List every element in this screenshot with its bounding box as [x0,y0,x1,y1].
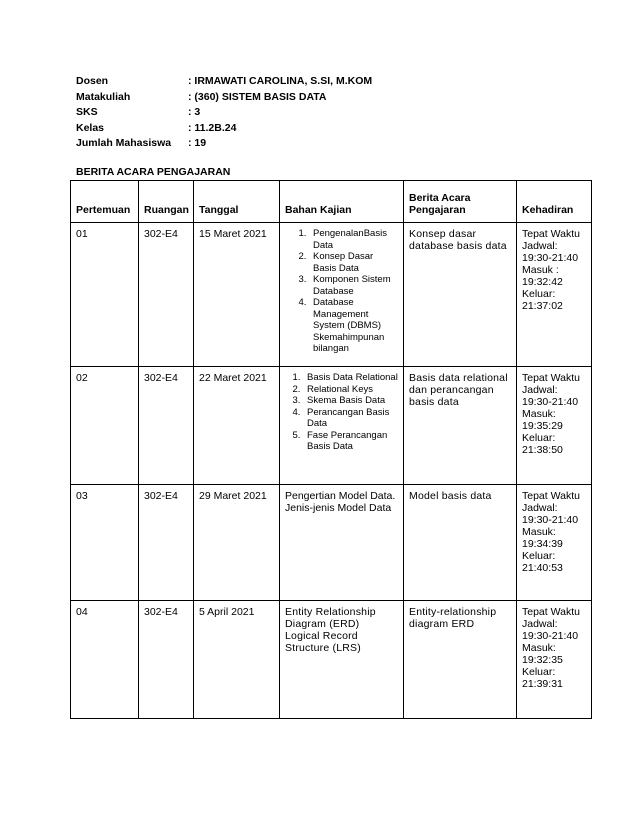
header-pertemuan: Pertemuan [71,181,139,223]
cell-kehadiran [517,223,592,367]
cell-bahan-kajian [280,223,404,367]
kehadiran-jadwal: Jadwal: 19:30-21:40 [522,240,579,264]
cell-berita-acara: Entity-relationship diagram ERD [404,601,517,719]
kehadiran-masuk: Masuk: 19:35:29 [522,408,563,432]
kehadiran-masuk: Masuk: 19:34:39 [522,526,563,550]
kehadiran-keluar: Keluar: 21:38:50 [522,432,563,456]
bahan-line: Entity Relationship Diagram (ERD) [285,606,376,630]
list-item: 4. Database Management System (DBMS) Skemahimpunan bilangan [309,297,399,355]
cell-ruangan: 302-E4 [139,223,194,367]
meta-row-sks [76,105,372,121]
header-bahan-kajian: Bahan Kajian [280,181,404,223]
header-ruangan: Ruangan [139,181,194,223]
list-item: 2. Konsep Dasar Basis Data [309,251,399,274]
cell-bahan-kajian [280,601,404,719]
meta-row-jumlah [76,136,372,152]
table-row [71,601,592,719]
cell-ruangan: 302-E4 [139,601,194,719]
dosen-label: Dosen [76,75,109,87]
meta-row-matakuliah [76,90,372,106]
matakuliah-value: : (360) SISTEM BASIS DATA [188,90,327,103]
kehadiran-jadwal: Jadwal: 19:30-21:40 [522,502,579,526]
cell-bahan-kajian: Pengertian Model Data. Jenis-jenis Model Data [280,485,404,601]
kelas-value: : 11.2B.24 [188,121,237,134]
kehadiran-keluar: Keluar: 21:40:53 [522,550,563,574]
dosen-value: : IRMAWATI CAROLINA, S.SI, M.KOM [188,75,373,87]
table-row [71,367,592,485]
berita-acara-table [70,180,592,719]
list-item: 4. Perancangan Basis Data [303,407,399,430]
meta-row-kelas [76,121,372,137]
table-row [71,485,592,601]
table-row [71,223,592,367]
meta-row-dosen [76,74,372,90]
list-item: 2. Relational Keys [303,384,399,396]
cell-tanggal: 29 Maret 2021 [194,485,280,601]
kehadiran-masuk: Masuk : 19:32:42 [522,264,563,288]
cell-berita-acara: Basis data relational dan perancangan basis data [404,367,517,485]
jumlah-mahasiswa-label: Jumlah Mahasiswa [76,137,172,149]
kehadiran-status: Tepat Waktu [522,372,580,384]
cell-berita-acara: Konsep dasar database basis data [404,223,517,367]
list-item: 3. Skema Basis Data [303,395,399,407]
cell-tanggal: 22 Maret 2021 [194,367,280,485]
list-item: 5. Fase Perancangan Basis Data [303,430,399,453]
cell-kehadiran [517,367,592,485]
course-info [76,74,372,152]
kehadiran-jadwal: Jadwal: 19:30-21:40 [522,384,579,408]
kehadiran-masuk: Masuk: 19:32:35 [522,642,563,666]
kehadiran-jadwal: Jadwal: 19:30-21:40 [522,618,579,642]
table-header-row [71,181,592,223]
cell-bahan-kajian [280,367,404,485]
cell-tanggal: 5 April 2021 [194,601,280,719]
kehadiran-keluar: Keluar: 21:37:02 [522,288,563,312]
cell-pertemuan: 02 [71,367,139,485]
cell-ruangan: 302-E4 [139,485,194,601]
kehadiran-keluar: Keluar: 21:39:31 [522,666,563,690]
kehadiran-status: Tepat Waktu [522,228,580,240]
jumlah-mahasiswa-value: : 19 [188,137,207,149]
bahan-list [285,228,399,355]
cell-berita-acara: Model basis data [404,485,517,601]
kehadiran-status: Tepat Waktu [522,606,580,618]
cell-pertemuan: 04 [71,601,139,719]
cell-tanggal: 15 Maret 2021 [194,223,280,367]
matakuliah-label: Matakuliah [76,90,131,103]
header-kehadiran: Kehadiran [517,181,592,223]
cell-pertemuan: 03 [71,485,139,601]
sks-label: SKS [76,106,98,118]
list-item: 1. PengenalanBasis Data [309,228,399,251]
header-tanggal: Tanggal [194,181,280,223]
bahan-line: Logical Record Structure (LRS) [285,630,361,654]
cell-kehadiran [517,485,592,601]
list-item: 1. Basis Data Relational [303,372,399,384]
cell-pertemuan: 01 [71,223,139,367]
bahan-list [285,372,399,453]
cell-ruangan: 302-E4 [139,367,194,485]
header-berita-acara: Berita Acara Pengajaran [404,181,517,223]
cell-kehadiran [517,601,592,719]
sks-value: : 3 [188,106,201,118]
list-item: 3. Komponen Sistem Database [309,274,399,297]
kelas-label: Kelas [76,121,105,134]
section-title: BERITA ACARA PENGAJARAN [76,166,231,178]
kehadiran-status: Tepat Waktu [522,490,580,502]
